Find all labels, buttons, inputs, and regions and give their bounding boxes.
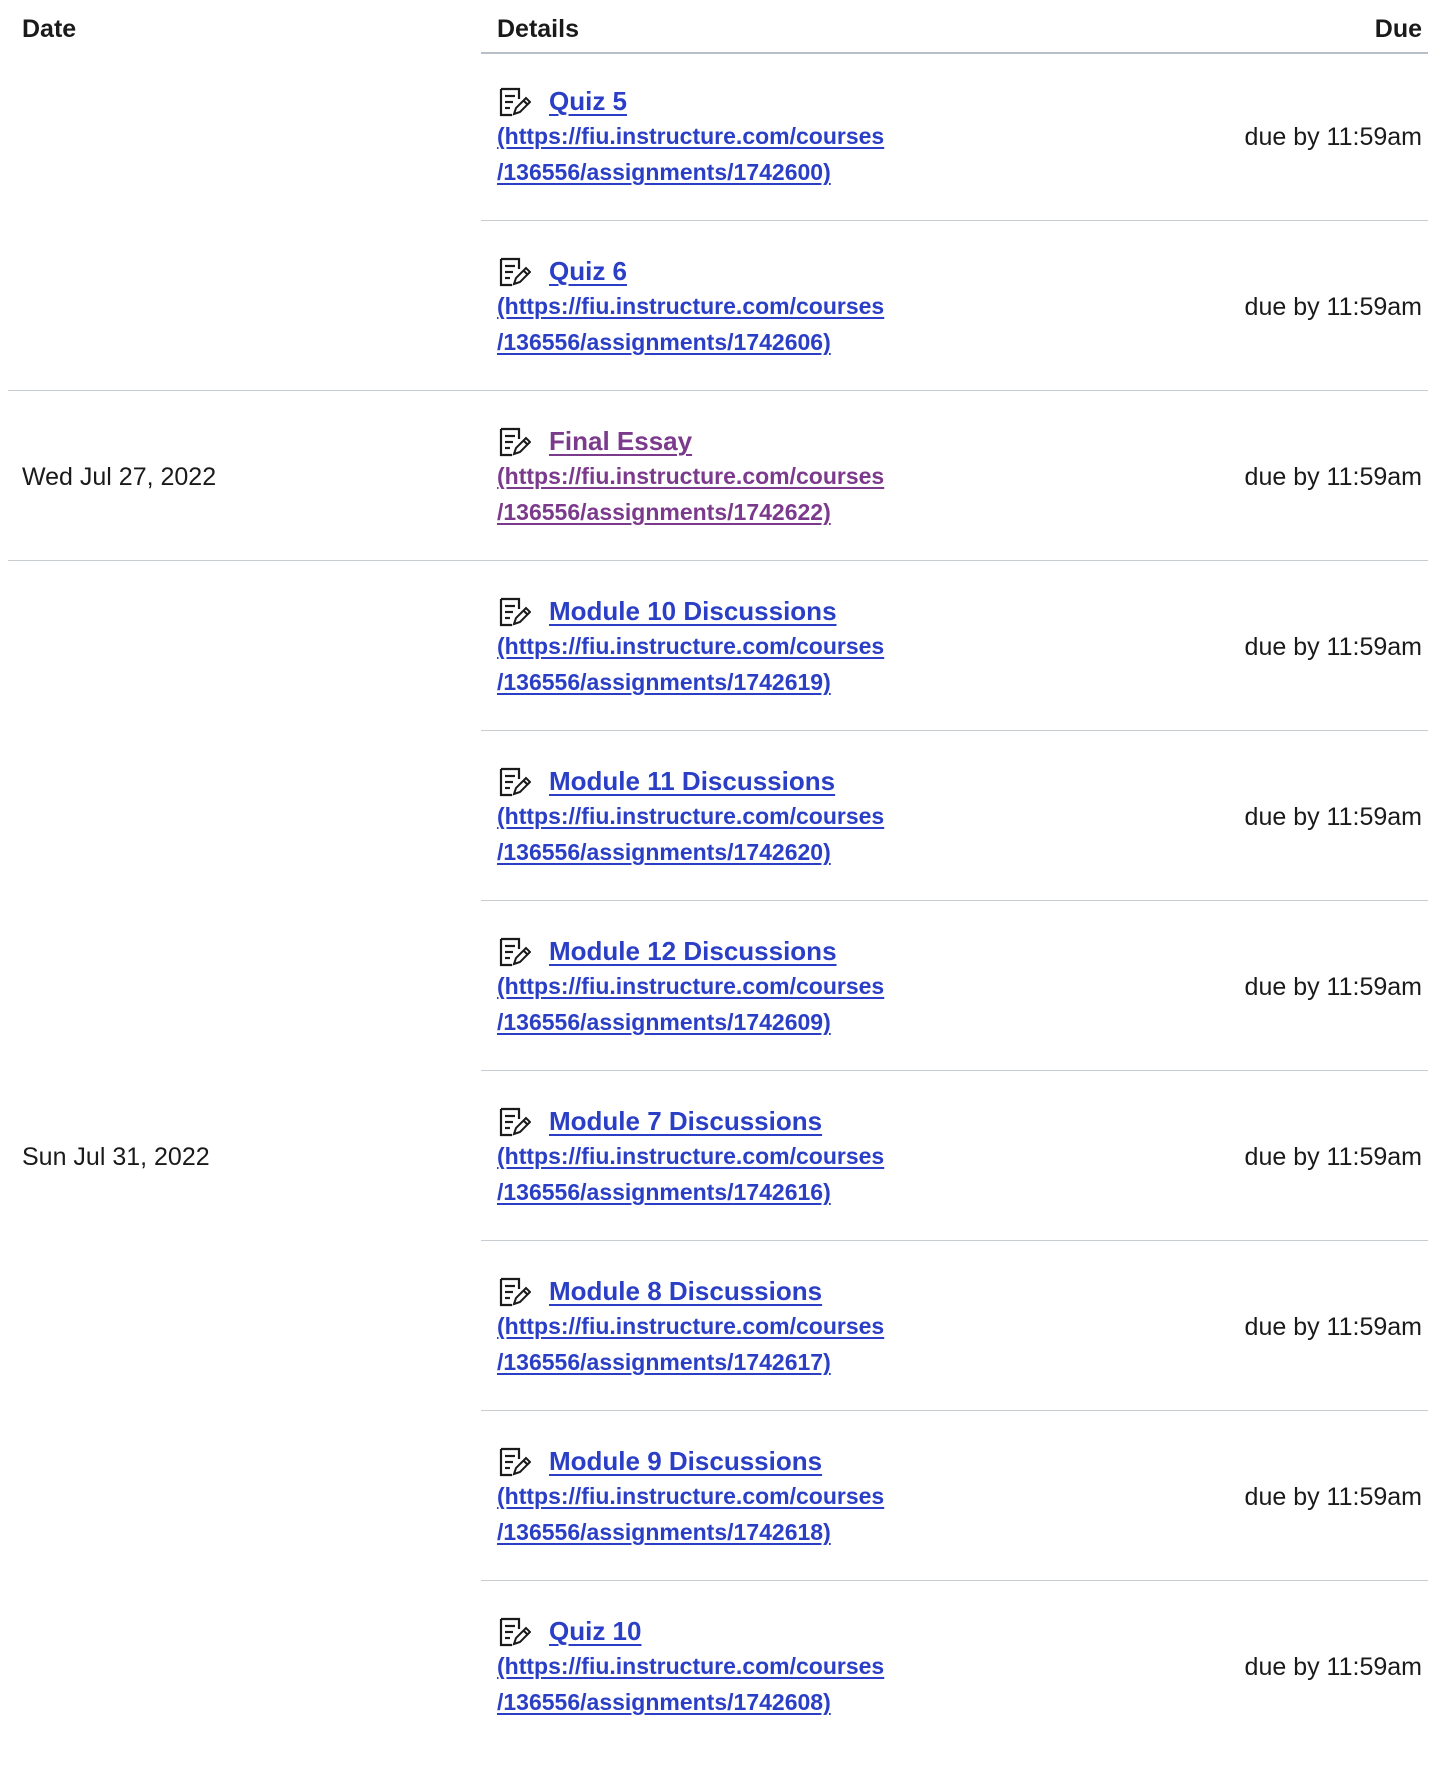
row-divider (481, 1580, 1428, 1581)
assignment-title-link[interactable]: Module 10 Discussions (549, 596, 837, 626)
assignment-icon (497, 766, 531, 800)
due-time: due by 11:59am (1244, 123, 1422, 151)
table-row (0, 1106, 1440, 1276)
assignment-url-link-line2[interactable]: /136556/assignments/1742620) (497, 839, 831, 865)
row-divider (481, 1070, 1428, 1071)
assignment-icon (497, 1616, 531, 1650)
group-divider (8, 390, 1428, 391)
due-time: due by 11:59am (1244, 803, 1422, 831)
row-divider (481, 1410, 1428, 1411)
due-time: due by 11:59am (1244, 1143, 1422, 1171)
row-divider (481, 900, 1428, 901)
assignment-title-link[interactable]: Quiz 6 (549, 256, 628, 286)
assignment-url-link-line1[interactable]: (https://fiu.instructure.com/courses (497, 1313, 885, 1339)
assignment-icon (497, 86, 531, 120)
assignment-title-link[interactable]: Module 12 Discussions (549, 936, 837, 966)
due-time: due by 11:59am (1244, 293, 1422, 321)
assignment-url-link-line2[interactable]: /136556/assignments/1742606) (497, 329, 831, 355)
table-row (0, 426, 1440, 596)
assignment-url-link-line2[interactable]: /136556/assignments/1742617) (497, 1349, 831, 1375)
assignment-url-link-line2[interactable]: /136556/assignments/1742600) (497, 159, 831, 185)
assignment-url-link-line2[interactable]: /136556/assignments/1742616) (497, 1179, 831, 1205)
table-row (0, 936, 1440, 1106)
assignment-url-link-line1[interactable]: (https://fiu.instructure.com/courses (497, 633, 885, 659)
assignment-icon (497, 1446, 531, 1480)
table-row (0, 596, 1440, 766)
row-divider (481, 1240, 1428, 1241)
assignment-title-link[interactable]: Quiz 10 (549, 1616, 642, 1646)
column-header-date: Date (22, 15, 77, 43)
assignment-url-link-line2[interactable]: /136556/assignments/1742608) (497, 1689, 831, 1715)
group-divider (8, 560, 1428, 561)
table-row (0, 1616, 1440, 1786)
due-time: due by 11:59am (1244, 1313, 1422, 1341)
assignment-url-link-line2[interactable]: /136556/assignments/1742618) (497, 1519, 831, 1545)
assignment-url-link-line1[interactable]: (https://fiu.instructure.com/courses (497, 293, 885, 319)
assignment-icon (497, 936, 531, 970)
due-time: due by 11:59am (1244, 633, 1422, 661)
assignment-url-link-line1[interactable]: (https://fiu.instructure.com/courses (497, 123, 885, 149)
header-divider (481, 52, 1428, 54)
due-time: due by 11:59am (1244, 1483, 1422, 1511)
assignment-title-link[interactable]: Module 8 Discussions (549, 1276, 823, 1306)
table-row (0, 86, 1440, 256)
row-divider (481, 220, 1428, 221)
assignment-url-link-line1[interactable]: (https://fiu.instructure.com/courses (497, 463, 885, 489)
assignment-title-link[interactable]: Module 7 Discussions (549, 1106, 823, 1136)
row-divider (481, 730, 1428, 731)
assignment-url-link-line1[interactable]: (https://fiu.instructure.com/courses (497, 1653, 885, 1679)
assignment-title-link[interactable]: Quiz 5 (549, 86, 628, 116)
assignment-url-link-line1[interactable]: (https://fiu.instructure.com/courses (497, 973, 885, 999)
assignment-url-link-line2[interactable]: /136556/assignments/1742619) (497, 669, 831, 695)
date-label: Wed Jul 27, 2022 (22, 463, 217, 491)
assignment-url-link-line1[interactable]: (https://fiu.instructure.com/courses (497, 1483, 885, 1509)
table-row (0, 1446, 1440, 1616)
assignment-icon (497, 596, 531, 630)
assignment-url-link-line1[interactable]: (https://fiu.instructure.com/courses (497, 803, 885, 829)
due-time: due by 11:59am (1244, 1653, 1422, 1681)
assignment-url-link-line2[interactable]: /136556/assignments/1742609) (497, 1009, 831, 1035)
assignment-icon (497, 1106, 531, 1140)
table-row (0, 1276, 1440, 1446)
column-header-details: Details (497, 15, 579, 43)
assignment-icon (497, 1276, 531, 1310)
assignment-title-link[interactable]: Module 9 Discussions (549, 1446, 823, 1476)
due-time: due by 11:59am (1244, 463, 1422, 491)
assignment-icon (497, 256, 531, 290)
column-header-due: Due (1374, 15, 1422, 43)
table-row (0, 766, 1440, 936)
assignment-title-link[interactable]: Final Essay (549, 426, 693, 456)
table-row (0, 256, 1440, 426)
date-label: Sun Jul 31, 2022 (22, 1143, 210, 1171)
due-time: due by 11:59am (1244, 973, 1422, 1001)
assignment-url-link-line1[interactable]: (https://fiu.instructure.com/courses (497, 1143, 885, 1169)
table-header (0, 0, 1440, 56)
assignment-icon (497, 426, 531, 460)
assignment-title-link[interactable]: Module 11 Discussions (549, 766, 836, 796)
assignment-url-link-line2[interactable]: /136556/assignments/1742622) (497, 499, 831, 525)
